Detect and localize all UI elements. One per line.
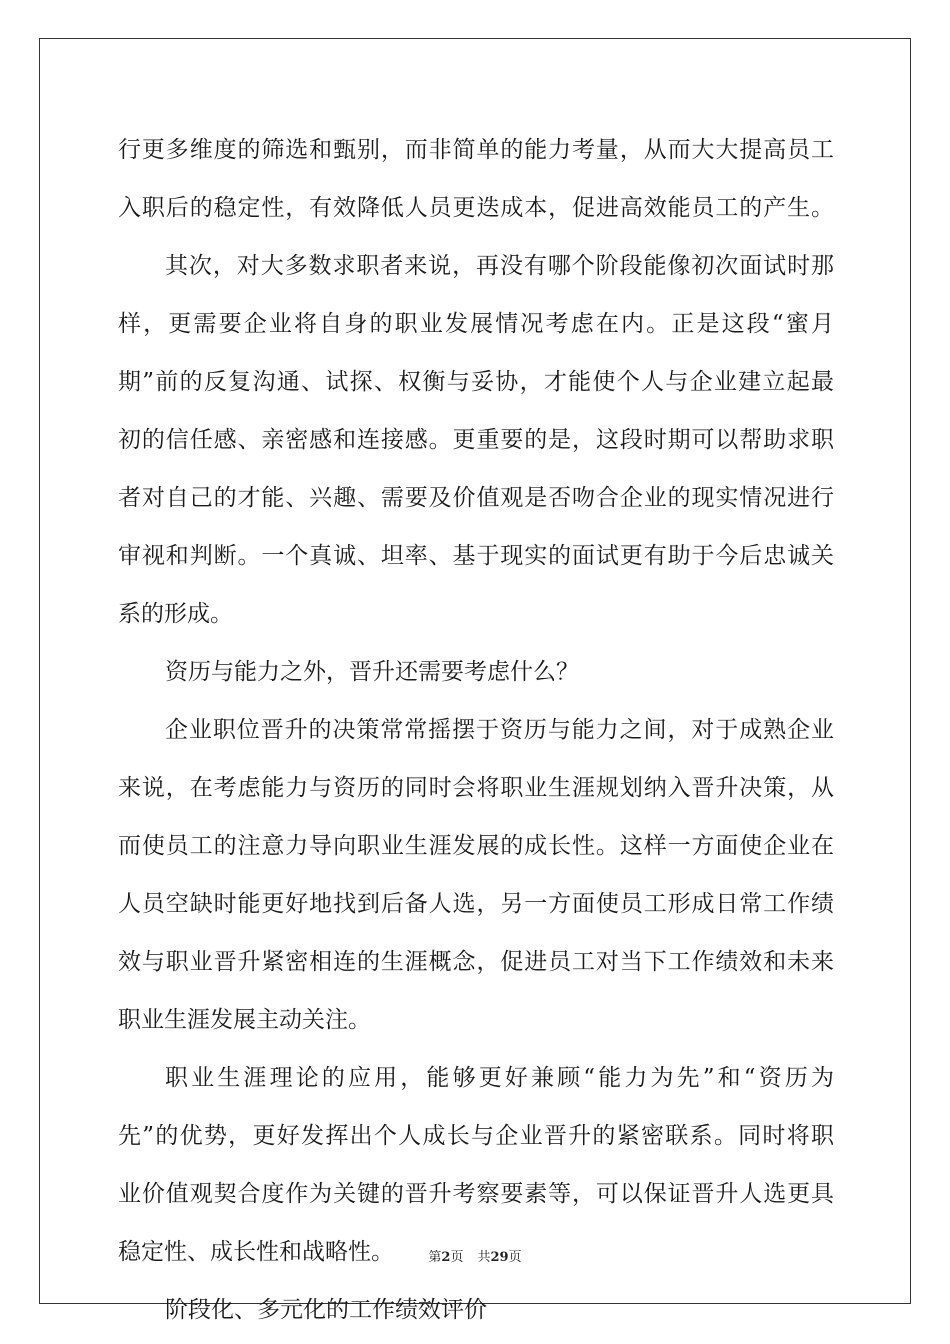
- text-line: 审视和判断。一个真诚、坦率、基于现实的面试更有助于今后忠诚关: [118, 543, 834, 569]
- text-line: 人员空缺时能更好地找到后备人选，另一方面使员工形成日常工作绩: [118, 891, 834, 917]
- text-line: 稳定性、成长性和战略性。: [118, 1239, 394, 1265]
- text-line: 期”前的反复沟通、试探、权衡与妥协，才能使个人与企业建立起最: [118, 369, 834, 395]
- text-line: 先”的优势，更好发挥出个人成长与企业晋升的紧密联系。同时将职: [118, 1123, 834, 1149]
- text-line: 行更多维度的筛选和甄别，而非简单的能力考量，从而大大提高员工: [118, 137, 834, 163]
- footer-total-prefix: 共: [477, 1250, 491, 1265]
- text-line: 企业职位晋升的决策常常摇摆于资历与能力之间，对于成熟企业: [165, 717, 834, 743]
- page-footer: [0, 1246, 950, 1265]
- text-line: 资历与能力之外，晋升还需要考虑什么？: [165, 659, 579, 685]
- text-line: 而使员工的注意力导向职业生涯发展的成长性。这样一方面使企业在: [118, 833, 834, 859]
- text-line: 来说，在考虑能力与资历的同时会将职业生涯规划纳入晋升决策，从: [118, 775, 834, 801]
- text-line: 初的信任感、亲密感和连接感。更重要的是，这段时期可以帮助求职: [118, 427, 834, 453]
- footer-total-pages: 29: [490, 1250, 509, 1265]
- text-line: 其次，对大多数求职者来说，再没有哪个阶段能像初次面试时那: [165, 253, 834, 279]
- text-line: 效与职业晋升紧密相连的生涯概念，促进员工对当下工作绩效和未来: [118, 949, 834, 975]
- text-line: 者对自己的才能、兴趣、需要及价值观是否吻合企业的现实情况进行: [118, 485, 834, 511]
- text-line: 职业生涯发展主动关注。: [118, 1007, 371, 1033]
- footer-page-suffix: 页: [450, 1250, 464, 1265]
- text-line: 业价值观契合度作为关键的晋升考察要素等，可以保证晋升人选更具: [118, 1181, 834, 1207]
- footer-page-number: 2: [441, 1250, 451, 1265]
- footer-page-prefix: 第: [428, 1250, 442, 1265]
- text-line: 入职后的稳定性，有效降低人员更迭成本，促进高效能员工的产生。: [118, 195, 834, 221]
- document-body: [118, 121, 834, 1339]
- footer-total-suffix: 页: [508, 1250, 522, 1265]
- text-line: 职业生涯理论的应用，能够更好兼顾“能力为先”和“资历为: [165, 1065, 834, 1091]
- text-line: 阶段化、多元化的工作绩效评价: [165, 1297, 487, 1323]
- text-line: 系的形成。: [118, 601, 233, 627]
- text-line: 样，更需要企业将自身的职业发展情况考虑在内。正是这段“蜜月: [118, 311, 834, 337]
